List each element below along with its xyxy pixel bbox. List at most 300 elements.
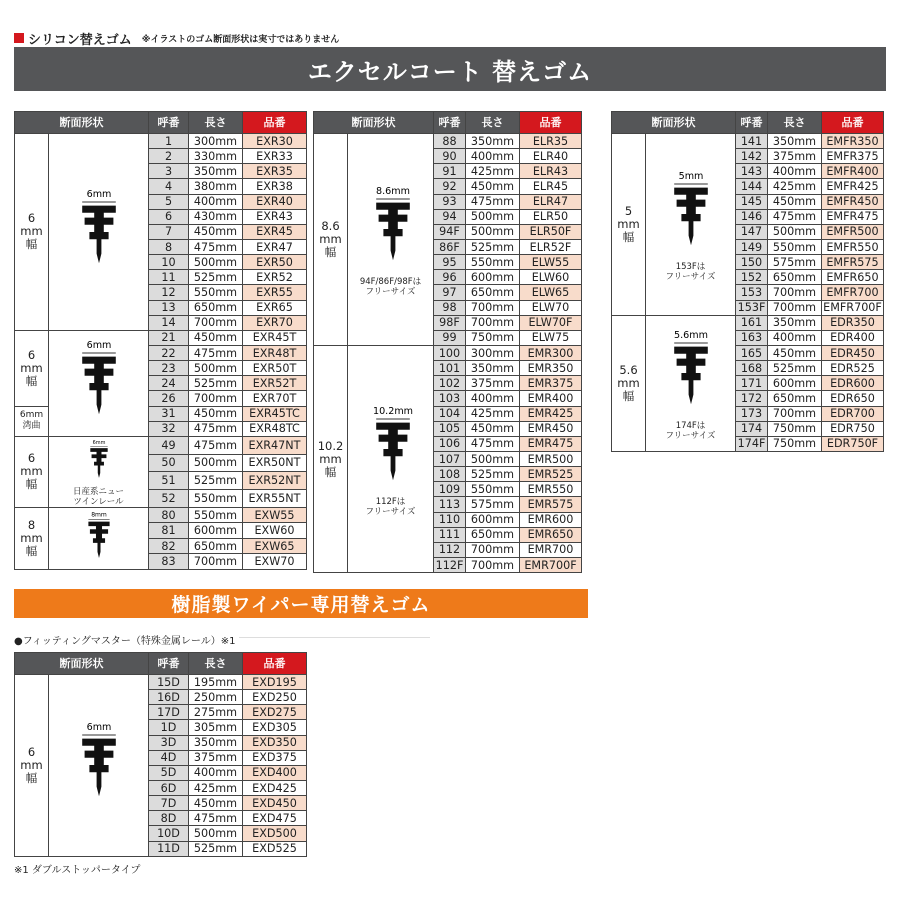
part-number-cell: EXR65 (243, 300, 307, 315)
call-number-cell: 143 (736, 164, 768, 179)
call-number-cell: 104 (434, 406, 466, 421)
length-cell: 450mm (768, 345, 822, 360)
call-number-cell: 83 (149, 554, 189, 570)
part-number-cell: EXR70 (243, 315, 307, 330)
length-cell: 375mm (466, 376, 520, 391)
call-number-cell: 100 (434, 345, 466, 360)
length-cell: 650mm (768, 391, 822, 406)
call-number-cell: 107 (434, 451, 466, 466)
length-cell: 450mm (189, 406, 243, 421)
call-number-cell: 99 (434, 330, 466, 345)
call-number-cell: 26 (149, 391, 189, 406)
length-cell: 380mm (189, 179, 243, 194)
part-number-cell: EMFR700F (823, 301, 882, 315)
table-header-row (612, 112, 884, 134)
part-number-cell: EMFR500 (822, 224, 884, 239)
call-number-cell: 103 (434, 391, 466, 406)
call-number-cell: 82 (149, 538, 189, 554)
call-number-cell: 142 (736, 149, 768, 164)
call-number-cell: 51 (149, 472, 189, 490)
length-cell: 650mm (189, 538, 243, 554)
rubber-profile-6mm-icon (49, 134, 149, 331)
dimension-label: 10.2mm (372, 406, 414, 418)
part-number-cell: EMR375 (520, 376, 582, 391)
length-cell: 650mm (189, 300, 243, 315)
part-number-cell: ELW70 (520, 300, 582, 315)
part-number-cell: ELR50 (520, 209, 582, 224)
call-number-cell: 108 (434, 467, 466, 482)
table-row (15, 134, 307, 149)
length-cell: 525mm (189, 270, 243, 285)
table4-table (14, 652, 307, 857)
column-header-length: 長さ (189, 653, 243, 675)
length-cell: 475mm (768, 209, 822, 224)
width-label: 6 mm 幅 (15, 330, 49, 406)
dimension-label: 6mm (86, 340, 111, 352)
call-number-cell: 22 (149, 345, 189, 360)
call-number-cell: 98F (434, 315, 466, 330)
part-number-cell: EMFR375 (822, 149, 884, 164)
part-number-cell: ELW65 (520, 285, 582, 300)
width-label: 8.6 mm 幅 (314, 134, 348, 346)
part-number-cell: EMR400 (520, 391, 582, 406)
table-row (15, 330, 307, 345)
length-cell: 700mm (189, 391, 243, 406)
part-number-cell: EXR40 (243, 194, 307, 209)
length-cell: 475mm (189, 421, 243, 436)
column-header-part: 品番 (243, 653, 307, 675)
part-number-cell: EXR52T (243, 376, 307, 391)
part-number-cell: EXD305 (243, 720, 307, 735)
rubber-profile-6mm-d-icon (49, 675, 149, 857)
length-cell: 475mm (189, 239, 243, 254)
part-number-cell: EMR350 (520, 361, 582, 376)
length-cell: 750mm (768, 436, 822, 451)
part-number-cell: EXR45TC (243, 406, 307, 421)
part-number-cell: EDR700 (822, 406, 884, 421)
length-cell: 450mm (466, 179, 520, 194)
call-number-cell: 17D (149, 705, 189, 720)
length-cell: 450mm (189, 796, 243, 811)
call-number-cell: 10 (149, 255, 189, 270)
part-number-cell: EMFR425 (822, 179, 884, 194)
width-label: 5.6 mm 幅 (612, 315, 646, 451)
length-cell: 475mm (189, 811, 243, 826)
part-number-cell: EMR475 (520, 436, 582, 451)
length-cell: 475mm (189, 345, 243, 360)
column-header-shape: 断面形状 (612, 112, 736, 134)
part-number-cell: EMR500 (520, 451, 582, 466)
dimension-label: 5.6mm (674, 330, 708, 342)
part-number-cell: EMR650 (520, 527, 582, 542)
table-header-row (15, 112, 307, 134)
length-cell: 650mm (768, 270, 822, 285)
column-header-part: 品番 (822, 112, 884, 134)
call-number-cell: 101 (434, 361, 466, 376)
length-cell: 425mm (466, 164, 520, 179)
width-label: 8 mm 幅 (15, 507, 49, 569)
length-cell: 525mm (189, 472, 243, 490)
part-number-cell: EXD475 (243, 811, 307, 826)
length-cell: 700mm (466, 557, 520, 572)
part-number-cell: EXR45 (243, 224, 307, 239)
length-cell: 400mm (189, 765, 243, 780)
part-number-cell: EXR52 (243, 270, 307, 285)
dimension-label: 8.6mm (376, 186, 410, 198)
dimension-label: 5mm (678, 171, 704, 183)
table-header-row (314, 112, 582, 134)
part-number-cell: EDR350 (822, 315, 884, 330)
profile-caption: 112Fは フリーサイズ (365, 497, 416, 518)
call-number-cell: 141 (736, 134, 768, 149)
page-title: エクセルコート 替えゴム (14, 47, 886, 91)
length-cell: 550mm (189, 490, 243, 508)
column-header-shape: 断面形状 (314, 112, 434, 134)
table-row (15, 507, 307, 523)
length-cell: 425mm (466, 406, 520, 421)
part-number-cell: EXR55 (243, 285, 307, 300)
part-number-cell: EXR52NT (243, 472, 307, 490)
part-number-cell: EMR575 (520, 497, 582, 512)
column-header-part: 品番 (243, 112, 307, 134)
length-cell: 700mm (768, 300, 822, 315)
width-label: 6 mm 幅 (15, 134, 49, 331)
length-cell: 275mm (189, 705, 243, 720)
call-number-cell: 52 (149, 490, 189, 508)
part-number-cell: EMR300 (520, 345, 582, 360)
length-cell: 700mm (466, 300, 520, 315)
call-number-cell: 21 (149, 330, 189, 345)
length-cell: 500mm (189, 255, 243, 270)
call-number-cell: 80 (149, 507, 189, 523)
length-cell: 650mm (466, 285, 520, 300)
length-cell: 525mm (189, 376, 243, 391)
part-number-cell: ELW75 (520, 330, 582, 345)
call-number-cell: 105 (434, 421, 466, 436)
length-cell: 500mm (189, 826, 243, 841)
profile-caption: 日産系ニュー ツインレール (72, 486, 124, 507)
part-number-cell: EMR700F (520, 557, 582, 572)
length-cell: 250mm (189, 690, 243, 705)
call-number-cell: 96 (434, 270, 466, 285)
part-number-cell: EXW70 (243, 554, 307, 570)
part-number-cell: ELR50F (520, 224, 582, 239)
part-number-cell: EMR425 (520, 406, 582, 421)
call-number-cell: 145 (736, 194, 768, 209)
length-cell: 500mm (768, 224, 822, 239)
part-number-cell: ELW70F (520, 315, 582, 330)
part-number-cell: ELW60 (520, 270, 582, 285)
call-number-cell: 1 (149, 134, 189, 149)
call-number-cell: 16D (149, 690, 189, 705)
length-cell: 350mm (466, 361, 520, 376)
call-number-cell: 14 (149, 315, 189, 330)
call-number-cell: 173 (736, 406, 768, 421)
call-number-cell: 81 (149, 523, 189, 539)
call-number-cell: 150 (736, 255, 768, 270)
length-cell: 550mm (768, 239, 822, 254)
profile-caption: 174Fは フリーサイズ (665, 421, 716, 442)
column-header-shape: 断面形状 (15, 653, 149, 675)
part-number-cell: EXR30 (243, 134, 307, 149)
length-cell: 475mm (466, 194, 520, 209)
call-number-cell: 94F (434, 224, 466, 239)
length-cell: 450mm (189, 330, 243, 345)
part-number-cell: EXR48T (243, 345, 307, 360)
call-number-cell: 50 (149, 454, 189, 472)
call-number-cell: 163 (736, 330, 768, 345)
call-number-cell: 4 (149, 179, 189, 194)
part-number-cell: EMFR575 (822, 255, 884, 270)
part-number-cell: EXD375 (243, 750, 307, 765)
rubber-profile-6mm-nt-icon (49, 436, 149, 507)
part-number-cell: EXD195 (243, 675, 307, 690)
length-cell: 550mm (189, 507, 243, 523)
call-number-cell: 149 (736, 239, 768, 254)
length-cell: 525mm (189, 841, 243, 856)
part-number-cell: EXR50NT (243, 454, 307, 472)
call-number-cell: 102 (434, 376, 466, 391)
dimension-label: 6mm (92, 439, 105, 446)
part-number-cell: EDR650 (822, 391, 884, 406)
call-number-cell: 88 (434, 134, 466, 149)
part-number-cell: EXR48TC (243, 421, 307, 436)
part-number-cell: EXD425 (243, 780, 307, 795)
length-cell: 650mm (466, 527, 520, 542)
length-cell: 305mm (189, 720, 243, 735)
part-number-cell: EXR50 (243, 255, 307, 270)
call-number-cell: 32 (149, 421, 189, 436)
part-number-cell: EXD250 (243, 690, 307, 705)
call-number-cell: 110 (434, 512, 466, 527)
length-cell: 375mm (768, 149, 822, 164)
part-number-cell: EMR450 (520, 421, 582, 436)
call-number-cell: 152 (736, 270, 768, 285)
sub-width-label: 6mm 湾曲 (15, 406, 49, 436)
call-number-cell: 8D (149, 811, 189, 826)
width-label: 10.2 mm 幅 (314, 345, 348, 572)
call-number-cell: 144 (736, 179, 768, 194)
table-row (612, 134, 884, 149)
call-number-cell: 112 (434, 542, 466, 557)
part-number-cell: EXR55NT (243, 490, 307, 508)
table1-table (14, 111, 307, 570)
rubber-profile-6mm-t-icon (49, 330, 149, 436)
call-number-cell: 172 (736, 391, 768, 406)
length-cell: 600mm (189, 523, 243, 539)
column-header-length: 長さ (189, 112, 243, 134)
length-cell: 430mm (189, 209, 243, 224)
call-number-cell: 31 (149, 406, 189, 421)
call-number-cell: 1D (149, 720, 189, 735)
rubber-profile-5-6mm-icon (646, 315, 736, 451)
call-number-cell: 90 (434, 149, 466, 164)
call-number-cell: 153F (736, 300, 768, 315)
table2-table (313, 111, 582, 573)
footnote: ※1 ダブルストッパータイプ (14, 865, 141, 876)
part-number-cell: EXW65 (243, 538, 307, 554)
table-row (314, 134, 582, 149)
part-number-cell: ELR35 (520, 134, 582, 149)
part-number-cell: EMR525 (520, 467, 582, 482)
dimension-label: 8mm (90, 511, 107, 519)
part-number-cell: ELW55 (520, 255, 582, 270)
part-number-cell: EDR750 (822, 421, 884, 436)
length-cell: 400mm (466, 391, 520, 406)
length-cell: 195mm (189, 675, 243, 690)
width-label: 5 mm 幅 (612, 134, 646, 316)
length-cell: 550mm (466, 255, 520, 270)
part-number-cell: EXR33 (243, 149, 307, 164)
part-number-cell: EMFR650 (822, 270, 884, 285)
length-cell: 350mm (189, 164, 243, 179)
call-number-cell: 15D (149, 675, 189, 690)
column-header-length: 長さ (768, 112, 822, 134)
length-cell: 330mm (189, 149, 243, 164)
call-number-cell: 3 (149, 164, 189, 179)
column-header-no: 呼番 (149, 112, 189, 134)
table-row (15, 436, 307, 454)
part-number-cell: EXR38 (243, 179, 307, 194)
length-cell: 450mm (768, 194, 822, 209)
call-number-cell: 98 (434, 300, 466, 315)
length-cell: 700mm (768, 406, 822, 421)
length-cell: 750mm (466, 330, 520, 345)
part-number-cell: EXW60 (243, 523, 307, 539)
part-number-cell: EMR550 (520, 482, 582, 497)
table-row (15, 675, 307, 690)
length-cell: 500mm (466, 451, 520, 466)
call-number-cell: 109 (434, 482, 466, 497)
rubber-profile-8-6mm-icon (348, 134, 434, 346)
call-number-cell: 174 (736, 421, 768, 436)
part-number-cell: ELR47 (520, 194, 582, 209)
call-number-cell: 112F (434, 557, 466, 572)
length-cell: 400mm (466, 149, 520, 164)
length-cell: 500mm (466, 209, 520, 224)
section-label (14, 30, 339, 46)
part-number-cell: EDR400 (822, 330, 884, 345)
call-number-cell: 49 (149, 436, 189, 454)
part-number-cell: EDR525 (822, 361, 884, 376)
call-number-cell: 7D (149, 796, 189, 811)
part-number-cell: EXR50T (243, 361, 307, 376)
call-number-cell: 91 (434, 164, 466, 179)
length-cell: 575mm (768, 255, 822, 270)
call-number-cell: 106 (434, 436, 466, 451)
length-cell: 700mm (768, 285, 822, 300)
call-number-cell: 165 (736, 345, 768, 360)
length-cell: 475mm (189, 436, 243, 454)
part-number-cell: EXD500 (243, 826, 307, 841)
call-number-cell: 4D (149, 750, 189, 765)
section-label-text: シリコン替えゴム (28, 32, 132, 48)
call-number-cell: 11 (149, 270, 189, 285)
call-number-cell: 113 (434, 497, 466, 512)
length-cell: 400mm (768, 164, 822, 179)
part-number-cell: EDR750F (822, 436, 884, 451)
part-number-cell: EMFR400 (822, 164, 884, 179)
length-cell: 700mm (189, 554, 243, 570)
length-cell: 425mm (189, 780, 243, 795)
length-cell: 550mm (466, 482, 520, 497)
table-header-row (15, 653, 307, 675)
part-number-cell: EMFR550 (822, 239, 884, 254)
section2-title: 樹脂製ワイパー専用替えゴム (14, 589, 588, 618)
length-cell: 350mm (768, 315, 822, 330)
part-number-cell: EXD525 (243, 841, 307, 856)
call-number-cell: 111 (434, 527, 466, 542)
profile-caption: 153Fは フリーサイズ (665, 262, 716, 283)
dimension-label: 6mm (86, 722, 111, 734)
length-cell: 525mm (768, 361, 822, 376)
rubber-profile-5mm-icon (646, 134, 736, 316)
length-cell: 525mm (466, 239, 520, 254)
call-number-cell: 8 (149, 239, 189, 254)
table-row (612, 315, 884, 330)
part-number-cell: EXD400 (243, 765, 307, 780)
part-number-cell: EMR700 (520, 542, 582, 557)
part-number-cell: EDR600 (822, 376, 884, 391)
call-number-cell: 171 (736, 376, 768, 391)
call-number-cell: 174F (736, 436, 768, 451)
call-number-cell: 12 (149, 285, 189, 300)
length-cell: 600mm (768, 376, 822, 391)
length-cell: 700mm (466, 542, 520, 557)
width-label: 6 mm 幅 (15, 675, 49, 857)
part-number-cell: EXD275 (243, 705, 307, 720)
length-cell: 750mm (768, 421, 822, 436)
call-number-cell: 147 (736, 224, 768, 239)
call-number-cell: 6D (149, 780, 189, 795)
length-cell: 700mm (466, 315, 520, 330)
rubber-profile-10-2mm-icon (348, 345, 434, 572)
length-cell: 500mm (189, 454, 243, 472)
call-number-cell: 10D (149, 826, 189, 841)
call-number-cell: 168 (736, 361, 768, 376)
part-number-cell: EXD350 (243, 735, 307, 750)
length-cell: 300mm (189, 134, 243, 149)
column-header-part: 品番 (520, 112, 582, 134)
length-cell: 300mm (466, 345, 520, 360)
profile-caption: 94F/86F/98Fは フリーサイズ (359, 277, 422, 298)
part-number-cell: ELR45 (520, 179, 582, 194)
part-number-cell: EDR450 (822, 345, 884, 360)
part-number-cell: EXR43 (243, 209, 307, 224)
part-number-cell: ELR43 (520, 164, 582, 179)
length-cell: 450mm (189, 224, 243, 239)
dimension-label: 6mm (86, 189, 111, 201)
length-cell: 500mm (189, 361, 243, 376)
call-number-cell: 5D (149, 765, 189, 780)
part-number-cell: EMFR700 (822, 285, 884, 300)
table-row (314, 345, 582, 360)
part-number-cell: EXW55 (243, 507, 307, 523)
length-cell: 600mm (466, 270, 520, 285)
part-number-cell: EXD450 (243, 796, 307, 811)
call-number-cell: 94 (434, 209, 466, 224)
part-number-cell: EMFR450 (822, 194, 884, 209)
part-number-cell: EMFR350 (822, 134, 884, 149)
call-number-cell: 6 (149, 209, 189, 224)
length-cell: 500mm (466, 224, 520, 239)
part-number-cell: ELR52F (520, 239, 582, 254)
length-cell: 375mm (189, 750, 243, 765)
length-cell: 350mm (466, 134, 520, 149)
length-cell: 450mm (466, 421, 520, 436)
length-cell: 600mm (466, 512, 520, 527)
section2-subtitle: ●フィッティングマスター（特殊金属レール）※1 (14, 632, 239, 647)
